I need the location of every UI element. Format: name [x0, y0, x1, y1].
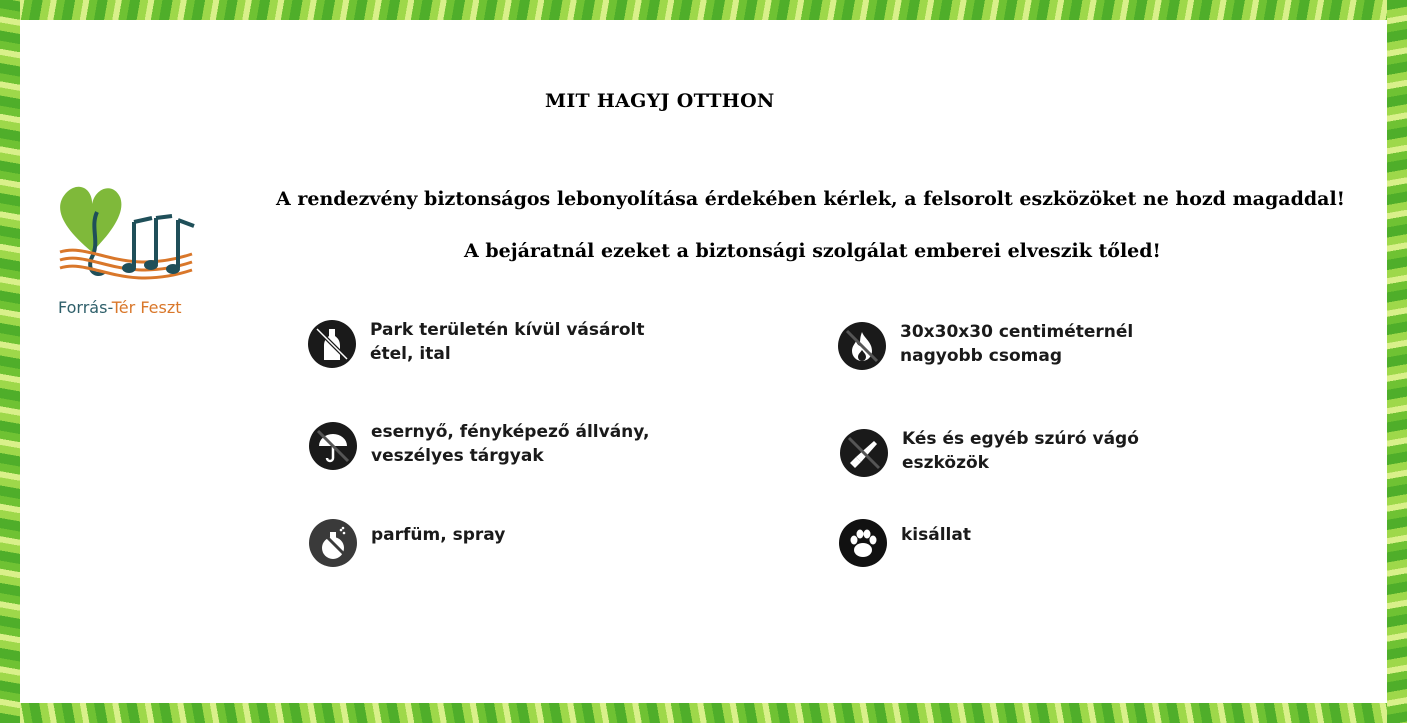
page-title: MIT HAGYJ OTTHON	[545, 90, 775, 112]
leaf-border-left	[0, 0, 20, 723]
prohibited-item	[307, 420, 671, 472]
prohibited-item-label: kisállat	[901, 525, 971, 545]
prohibited-item	[837, 517, 1201, 569]
festival-name-part2: Tér Feszt	[111, 298, 182, 317]
leaf-border-bottom	[0, 703, 1407, 723]
festival-name	[58, 298, 182, 317]
no-fire-icon	[836, 320, 888, 372]
heart-notes-logo-icon	[52, 182, 202, 297]
prohibited-item-label: Kés és egyéb szúró vágó eszközök	[902, 429, 1139, 473]
no-umbrella-icon	[307, 420, 359, 472]
intro-line-2: A bejáratnál ezeket a biztonsági szolgálat emberei elveszik tőled!	[464, 240, 1161, 262]
prohibited-item-label: parfüm, spray	[371, 525, 506, 545]
no-perfume-icon	[307, 517, 359, 569]
prohibited-item	[307, 517, 671, 569]
prohibited-item-label: 30x30x30 centiméternél nagyobb csomag	[900, 322, 1134, 366]
festival-name-part1: Forrás-	[58, 298, 112, 317]
leaf-border-right	[1387, 0, 1407, 723]
intro-line-1: A rendezvény biztonságos lebonyolítása érdekében kérlek, a felsorolt eszközöket ne hozd magaddal!	[276, 188, 1346, 210]
no-pet-icon	[837, 517, 889, 569]
prohibited-item	[836, 320, 1200, 372]
no-knife-icon	[838, 427, 890, 479]
prohibited-item-label: esernyő, fényképező állvány, veszélyes tárgyak	[371, 422, 650, 466]
prohibited-item	[306, 318, 670, 370]
prohibited-item	[838, 427, 1202, 479]
no-bottle-icon	[306, 318, 358, 370]
leaf-border-top	[0, 0, 1407, 20]
prohibited-item-label: Park területén kívül vásárolt étel, ital	[370, 320, 645, 364]
